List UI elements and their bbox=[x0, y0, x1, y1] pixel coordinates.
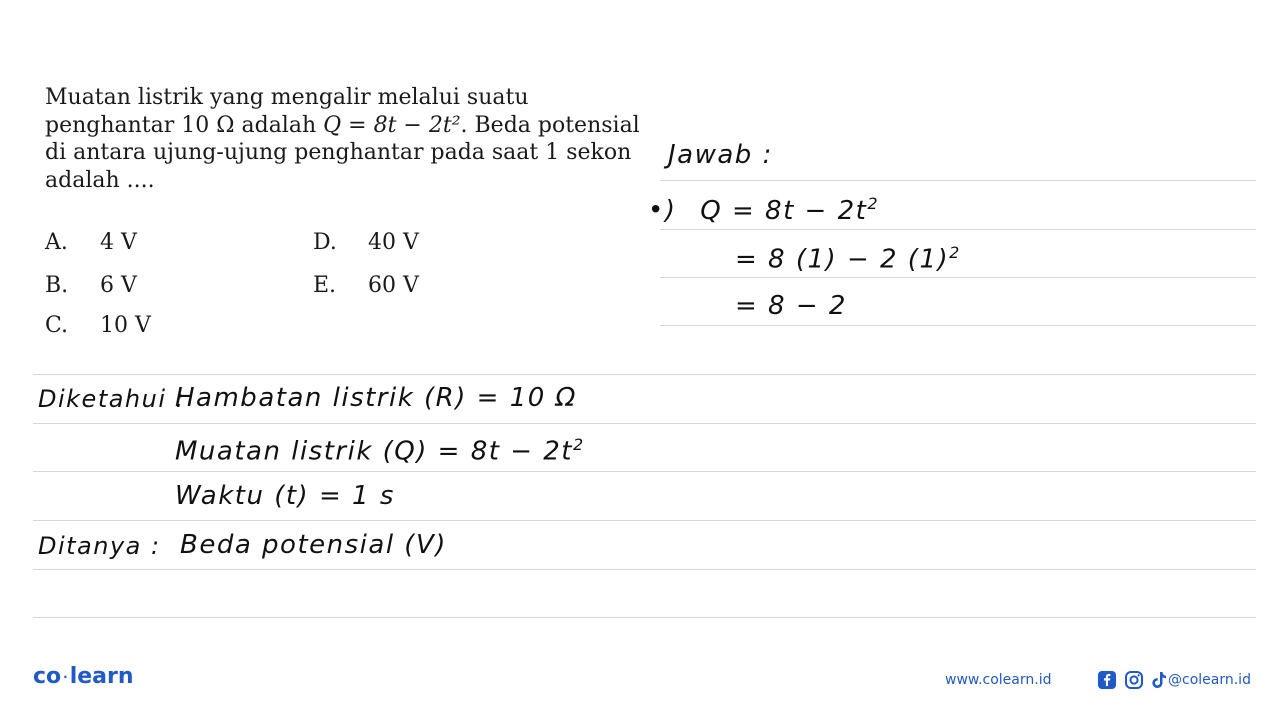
diketahui-label: Diketahui : bbox=[38, 385, 186, 413]
question-line-3: di antara ujung-ujung penghantar pada saat 1 sekon bbox=[45, 140, 632, 165]
instagram-icon[interactable] bbox=[1124, 670, 1144, 690]
ruled-line bbox=[33, 520, 1256, 521]
question-text bbox=[45, 84, 650, 194]
option-label: A. bbox=[45, 230, 68, 255]
answer-bullet: •) bbox=[648, 195, 677, 226]
ditanya-value: Beda potensial (V) bbox=[180, 530, 447, 560]
social-handle[interactable]: @colearn.id bbox=[1168, 672, 1251, 688]
ruled-line bbox=[33, 471, 1256, 472]
option-e bbox=[313, 273, 419, 298]
ruled-line bbox=[33, 569, 1256, 570]
logo-dot: · bbox=[63, 670, 68, 684]
option-value: 60 V bbox=[368, 273, 419, 298]
logo-learn: learn bbox=[69, 664, 134, 689]
ruled-line bbox=[660, 325, 1256, 326]
option-value: 40 V bbox=[368, 230, 419, 255]
answer-step-1 bbox=[648, 194, 879, 226]
answer-step-1-eq: Q = 8t − 2t bbox=[700, 195, 868, 226]
answer-step-3: = 8 − 2 bbox=[735, 291, 847, 321]
option-a bbox=[45, 230, 137, 255]
given-item-2-exp: 2 bbox=[573, 435, 585, 454]
tiktok-icon[interactable] bbox=[1149, 670, 1169, 690]
question-line-2-post: . Beda potensial bbox=[460, 112, 640, 138]
option-label: E. bbox=[313, 273, 337, 298]
ruled-line bbox=[660, 229, 1256, 230]
question-line-1: Muatan listrik yang mengalir melalui suatu bbox=[45, 85, 529, 110]
option-c bbox=[45, 313, 151, 338]
option-label: B. bbox=[45, 273, 69, 298]
website-link[interactable]: www.colearn.id bbox=[945, 672, 1052, 688]
question-line-2-pre: penghantar 10 Ω adalah bbox=[45, 112, 324, 138]
given-item-3: Waktu (t) = 1 s bbox=[175, 481, 395, 511]
option-b bbox=[45, 273, 137, 298]
option-value: 10 V bbox=[100, 313, 151, 338]
ruled-line bbox=[33, 374, 1256, 375]
answer-step-2 bbox=[735, 243, 961, 275]
colearn-logo bbox=[33, 664, 134, 689]
answer-step-1-exp: 2 bbox=[867, 194, 880, 213]
answer-step-2-eq: = 8 (1) − 2 (1) bbox=[735, 244, 950, 275]
facebook-icon[interactable] bbox=[1097, 670, 1117, 690]
ruled-line bbox=[660, 277, 1256, 278]
given-item-2 bbox=[175, 435, 585, 467]
option-value: 4 V bbox=[100, 230, 137, 255]
ditanya-label: Ditanya : bbox=[38, 532, 161, 560]
option-value: 6 V bbox=[100, 273, 137, 298]
given-item-1: Hambatan listrik (R) = 10 Ω bbox=[175, 383, 577, 413]
given-item-2-text: Muatan listrik (Q) = 8t − 2t bbox=[175, 436, 573, 467]
logo-co: co bbox=[33, 664, 62, 689]
question-line-4: adalah .... bbox=[45, 167, 155, 193]
ruled-line bbox=[33, 617, 1256, 618]
ruled-line bbox=[33, 423, 1256, 424]
question-equation: Q = 8t − 2t² bbox=[323, 112, 461, 138]
option-d bbox=[313, 230, 419, 255]
option-label: D. bbox=[313, 230, 337, 255]
answer-step-2-exp: 2 bbox=[949, 243, 961, 262]
ruled-line bbox=[660, 180, 1256, 181]
option-label: C. bbox=[45, 313, 69, 338]
question-line-2 bbox=[45, 112, 650, 140]
answer-title: Jawab : bbox=[668, 140, 773, 170]
